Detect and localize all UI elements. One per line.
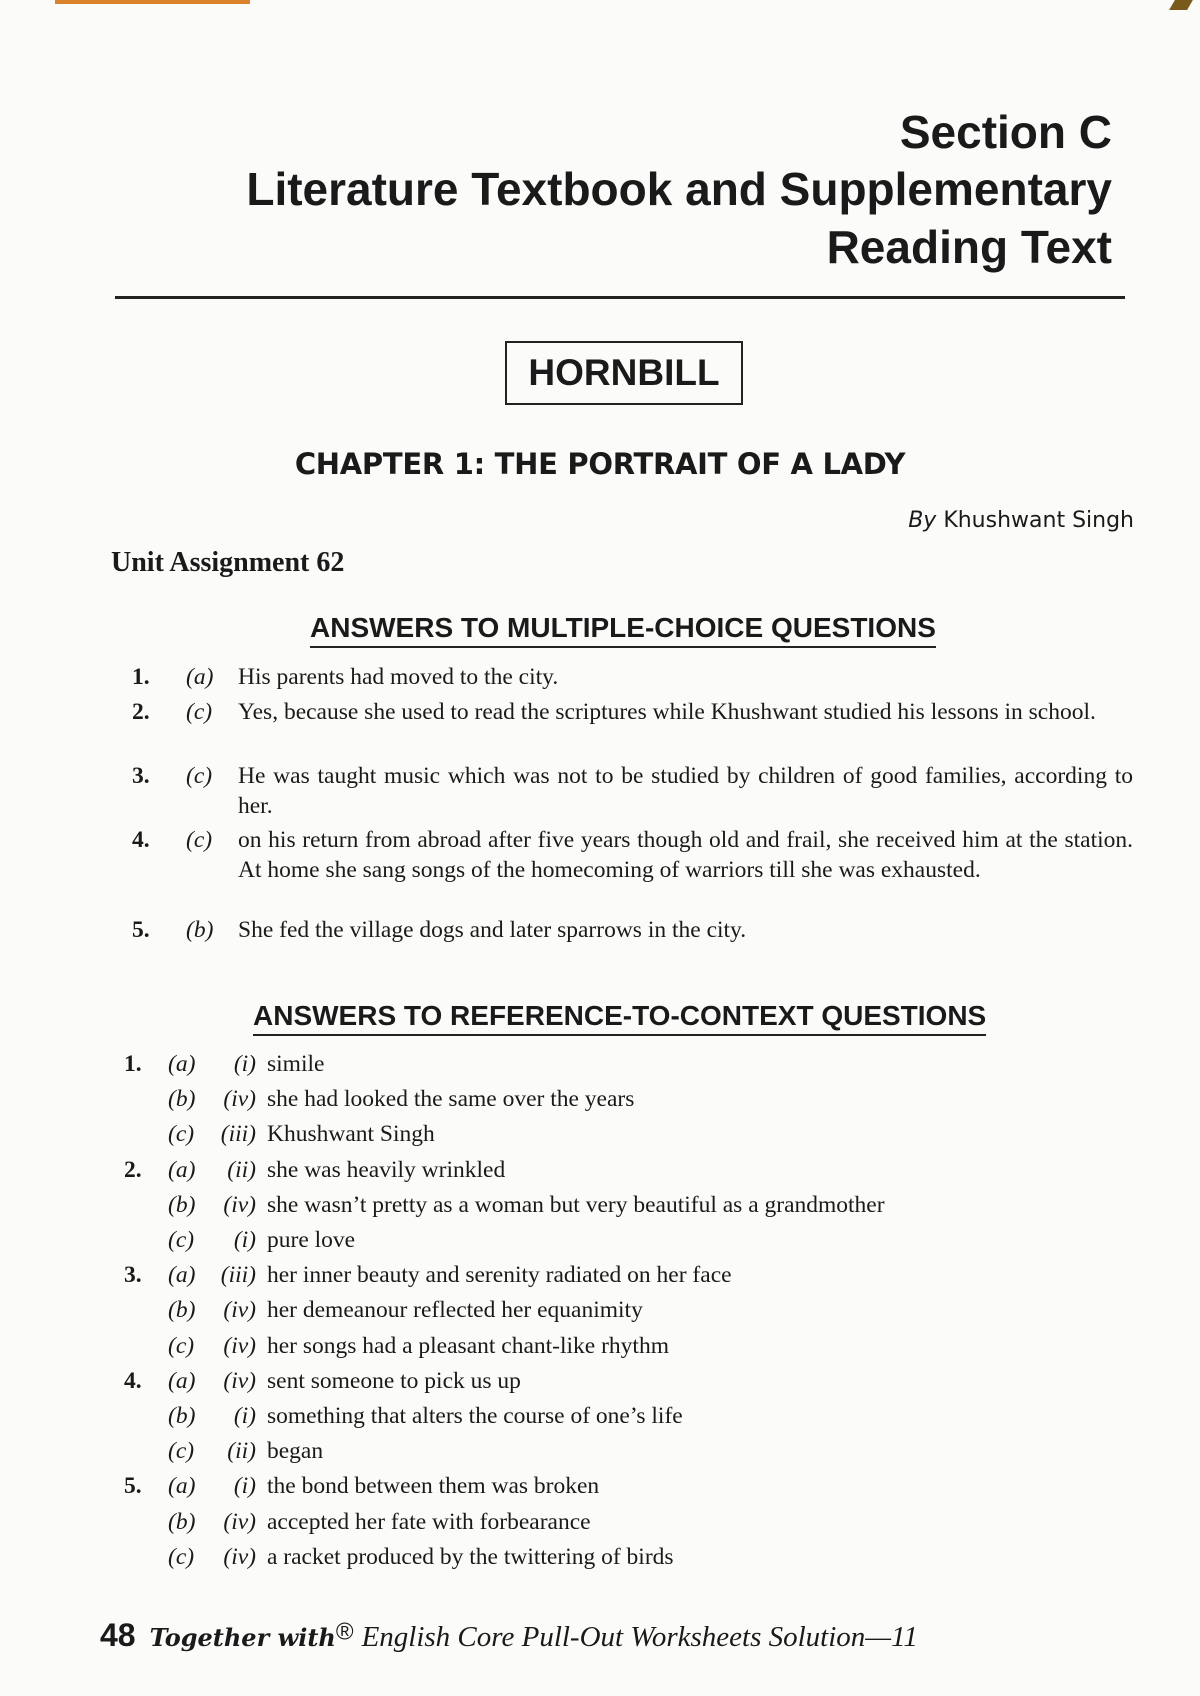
corner-mark: [1169, 0, 1193, 10]
section-title-line2: Reading Text: [826, 221, 1112, 273]
rtc-roman-option: (iii): [220, 1262, 256, 1288]
rtc-answer: her inner beauty and serenity radiated on her face: [267, 1262, 732, 1288]
rtc-roman-option: (i): [233, 1227, 256, 1253]
rtc-number: 3.: [124, 1262, 142, 1288]
mcq-option: (a): [186, 664, 214, 690]
rtc-answer: simile: [267, 1051, 325, 1077]
rtc-roman-option: (iv): [223, 1368, 256, 1394]
rtc-answer: began: [267, 1438, 324, 1464]
mcq-answer: His parents had moved to the city.: [238, 664, 559, 690]
rtc-roman-option: (iv): [223, 1192, 256, 1218]
section-label: Section C: [899, 106, 1112, 158]
rtc-heading: ANSWERS TO REFERENCE-TO-CONTEXT QUESTIONS: [253, 1000, 986, 1036]
rtc-subpart: (b): [168, 1509, 196, 1535]
rtc-answer: something that alters the course of one’s life: [267, 1403, 683, 1429]
mcq-number: 4.: [132, 827, 150, 853]
rtc-subpart: (a): [168, 1368, 196, 1394]
book-title: HORNBILL: [528, 352, 720, 393]
rtc-subpart: (c): [168, 1333, 195, 1359]
mcq-option: (c): [186, 699, 213, 725]
rtc-roman-option: (iv): [223, 1086, 256, 1112]
rtc-subpart: (c): [168, 1227, 195, 1253]
rtc-answer: she was heavily wrinkled: [267, 1157, 506, 1183]
chapter-title: CHAPTER 1: THE PORTRAIT OF A LADY: [294, 447, 906, 481]
mcq-answer: She fed the village dogs and later sparrows in the city.: [238, 917, 747, 943]
rtc-answer: accepted her fate with forbearance: [267, 1509, 591, 1535]
rtc-subpart: (c): [168, 1438, 195, 1464]
rtc-roman-option: (iv): [223, 1297, 256, 1323]
author-name: Khushwant Singh: [943, 508, 1134, 533]
rtc-roman-option: (iv): [223, 1509, 256, 1535]
rtc-answer: her songs had a pleasant chant-like rhythm: [267, 1333, 669, 1359]
rtc-subpart: (a): [168, 1473, 196, 1499]
rtc-roman-option: (i): [233, 1051, 256, 1077]
rtc-roman-option: (iv): [223, 1333, 256, 1359]
rtc-roman-option: (ii): [227, 1438, 256, 1464]
header-divider: [115, 296, 1125, 299]
mcq-number: 1.: [132, 664, 150, 690]
mcq-number: 2.: [132, 699, 150, 725]
rtc-subpart: (b): [168, 1297, 196, 1323]
rtc-answer: a racket produced by the twittering of birds: [267, 1544, 674, 1570]
rtc-answer: she wasn’t pretty as a woman but very beautiful as a grandmother: [267, 1192, 885, 1218]
rtc-answer: the bond between them was broken: [267, 1473, 600, 1499]
rtc-subpart: (b): [168, 1192, 196, 1218]
brand-logo: Together with: [149, 1623, 336, 1652]
mcq-heading: ANSWERS TO MULTIPLE-CHOICE QUESTIONS: [310, 612, 936, 648]
rtc-roman-option: (i): [233, 1473, 256, 1499]
top-edge-strip: [55, 0, 250, 4]
rtc-subpart: (a): [168, 1262, 196, 1288]
rtc-answer: pure love: [267, 1227, 356, 1253]
page-number: 48: [100, 1617, 136, 1653]
rtc-number: 5.: [124, 1473, 142, 1499]
rtc-roman-option: (iii): [220, 1121, 256, 1147]
rtc-number: 4.: [124, 1368, 142, 1394]
section-title-line1: Literature Textbook and Supplementary: [246, 163, 1112, 215]
rtc-roman-option: (iv): [223, 1544, 256, 1570]
rtc-number: 1.: [124, 1051, 142, 1077]
rtc-subpart: (a): [168, 1051, 196, 1077]
rtc-number: 2.: [124, 1157, 142, 1183]
mcq-answer: Yes, because she used to read the scriptures while Khushwant studied his lessons in school.: [238, 699, 1096, 725]
rtc-subpart: (a): [168, 1157, 196, 1183]
mcq-answer: He was taught music which was not to be studied by children of good families, according to her.: [238, 763, 1133, 819]
rtc-roman-option: (ii): [227, 1157, 256, 1183]
unit-assignment-title: Unit Assignment 62: [111, 547, 345, 578]
mcq-number: 5.: [132, 917, 150, 943]
mcq-number: 3.: [132, 763, 150, 789]
author-line: [908, 508, 1134, 533]
mcq-option: (c): [186, 827, 213, 853]
rtc-answer: sent someone to pick us up: [267, 1368, 521, 1394]
page-footer: [100, 1617, 918, 1654]
registered-mark: ®: [335, 1618, 354, 1646]
footer-book-title: English Core Pull-Out Worksheets Solution—11: [361, 1621, 918, 1653]
rtc-subpart: (b): [168, 1086, 196, 1112]
rtc-roman-option: (i): [233, 1403, 256, 1429]
author-prefix: By: [908, 508, 937, 533]
mcq-option: (c): [186, 763, 213, 789]
rtc-answer: her demeanour reflected her equanimity: [267, 1297, 643, 1323]
rtc-answer: she had looked the same over the years: [267, 1086, 635, 1112]
mcq-option: (b): [186, 917, 214, 943]
section-header: [246, 104, 1112, 276]
rtc-subpart: (c): [168, 1544, 195, 1570]
book-title-box: [505, 341, 743, 405]
mcq-answer: on his return from abroad after five years though old and frail, she received him at the station. At home she sang songs of the homecoming of warriors till she was exhausted.: [238, 827, 1133, 883]
rtc-subpart: (c): [168, 1121, 195, 1147]
rtc-subpart: (b): [168, 1403, 196, 1429]
rtc-answer: Khushwant Singh: [267, 1121, 435, 1147]
